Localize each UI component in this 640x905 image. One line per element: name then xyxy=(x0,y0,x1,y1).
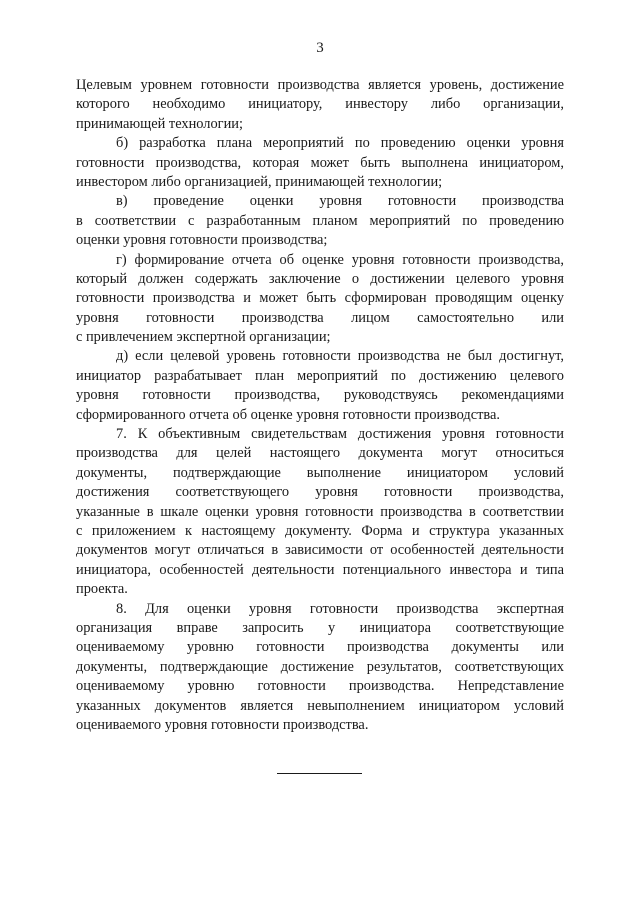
paragraph-item-b xyxy=(76,134,564,192)
text-line: документов могут отличаться в зависимости от особенностей деятельности xyxy=(76,542,564,559)
text-line: оцениваемого уровня готовности производства. xyxy=(76,716,369,733)
text-line: уровня готовности производства лицом самостоятельно или xyxy=(76,309,564,326)
text-line: с приложением к настоящему документу. Форма и структура указанных xyxy=(76,522,564,539)
text-line: готовности производства и может быть сформирован проводящим оценку xyxy=(76,290,564,307)
paragraph-item-v xyxy=(76,192,564,250)
text-line: г) формирование отчета об оценке уровня готовности производства, xyxy=(116,251,564,268)
text-line: готовности производства, которая может быть выполнена инициатором, xyxy=(76,154,564,171)
text-line: Целевым уровнем готовности производства является уровень, достижение xyxy=(76,77,564,93)
text-line: организация вправе запросить у инициатора соответствующие xyxy=(76,619,564,636)
text-line: б) разработка плана мероприятий по проведению оценки уровня xyxy=(116,135,564,152)
text-line: проекта. xyxy=(76,581,128,598)
text-line: принимающей технологии; xyxy=(76,115,243,132)
paragraph-section-8 xyxy=(76,600,564,736)
text-line: которого необходимо инициатору, инвестору либо организации, xyxy=(76,96,564,113)
text-line: инициатора, особенностей деятельности потенциального инвестора и типа xyxy=(76,561,564,578)
text-line: сформированного отчета об оценке уровня готовности производства. xyxy=(76,406,500,423)
paragraph-item-d xyxy=(76,347,564,425)
text-line: инвестором либо организацией, принимающей технологии; xyxy=(76,173,443,190)
paragraph-item-g xyxy=(76,251,564,348)
text-line: оцениваемому уровню готовности производства документы или xyxy=(76,639,564,656)
document-body xyxy=(76,76,564,735)
text-line: в соответствии с разработанным планом мероприятий по проведению xyxy=(76,212,564,229)
text-line: д) если целевой уровень готовности производства не был достигнут, xyxy=(116,348,564,365)
text-line: указанных документов является невыполнением инициатором условий xyxy=(76,697,564,714)
text-line: документы, подтверждающие достижение результатов, соответствующих xyxy=(76,658,564,675)
text-line: инициатор разрабатывает план мероприятий по достижению целевого xyxy=(76,367,564,384)
page-number: 3 xyxy=(316,40,324,56)
text-line: оценки уровня готовности производства; xyxy=(76,232,328,249)
text-line: оцениваемому уровню готовности производства. Непредставление xyxy=(76,678,564,695)
text-line: достижения соответствующего уровня готовности производства, xyxy=(76,484,564,501)
text-line: производства для целей настоящего документа могут относиться xyxy=(76,445,564,462)
text-line: который должен содержать заключение о достижении целевого уровня xyxy=(76,270,564,287)
paragraph-target-level xyxy=(76,76,564,134)
text-line: с привлечением экспертной организации; xyxy=(76,329,331,346)
text-line: 8. Для оценки уровня готовности производства экспертная xyxy=(116,600,564,617)
paragraph-section-7 xyxy=(76,425,564,600)
text-line: в) проведение оценки уровня готовности производства xyxy=(116,193,564,210)
text-line: 7. К объективным свидетельствам достижения уровня готовности xyxy=(116,426,564,443)
text-line: документы, подтверждающие выполнение инициатором условий xyxy=(76,464,564,481)
end-of-text-rule xyxy=(277,773,362,774)
text-line: уровня готовности производства, руководствуясь рекомендациями xyxy=(76,387,564,404)
text-line: указанные в шкале оценки уровня готовности производства в соответствии xyxy=(76,503,564,520)
